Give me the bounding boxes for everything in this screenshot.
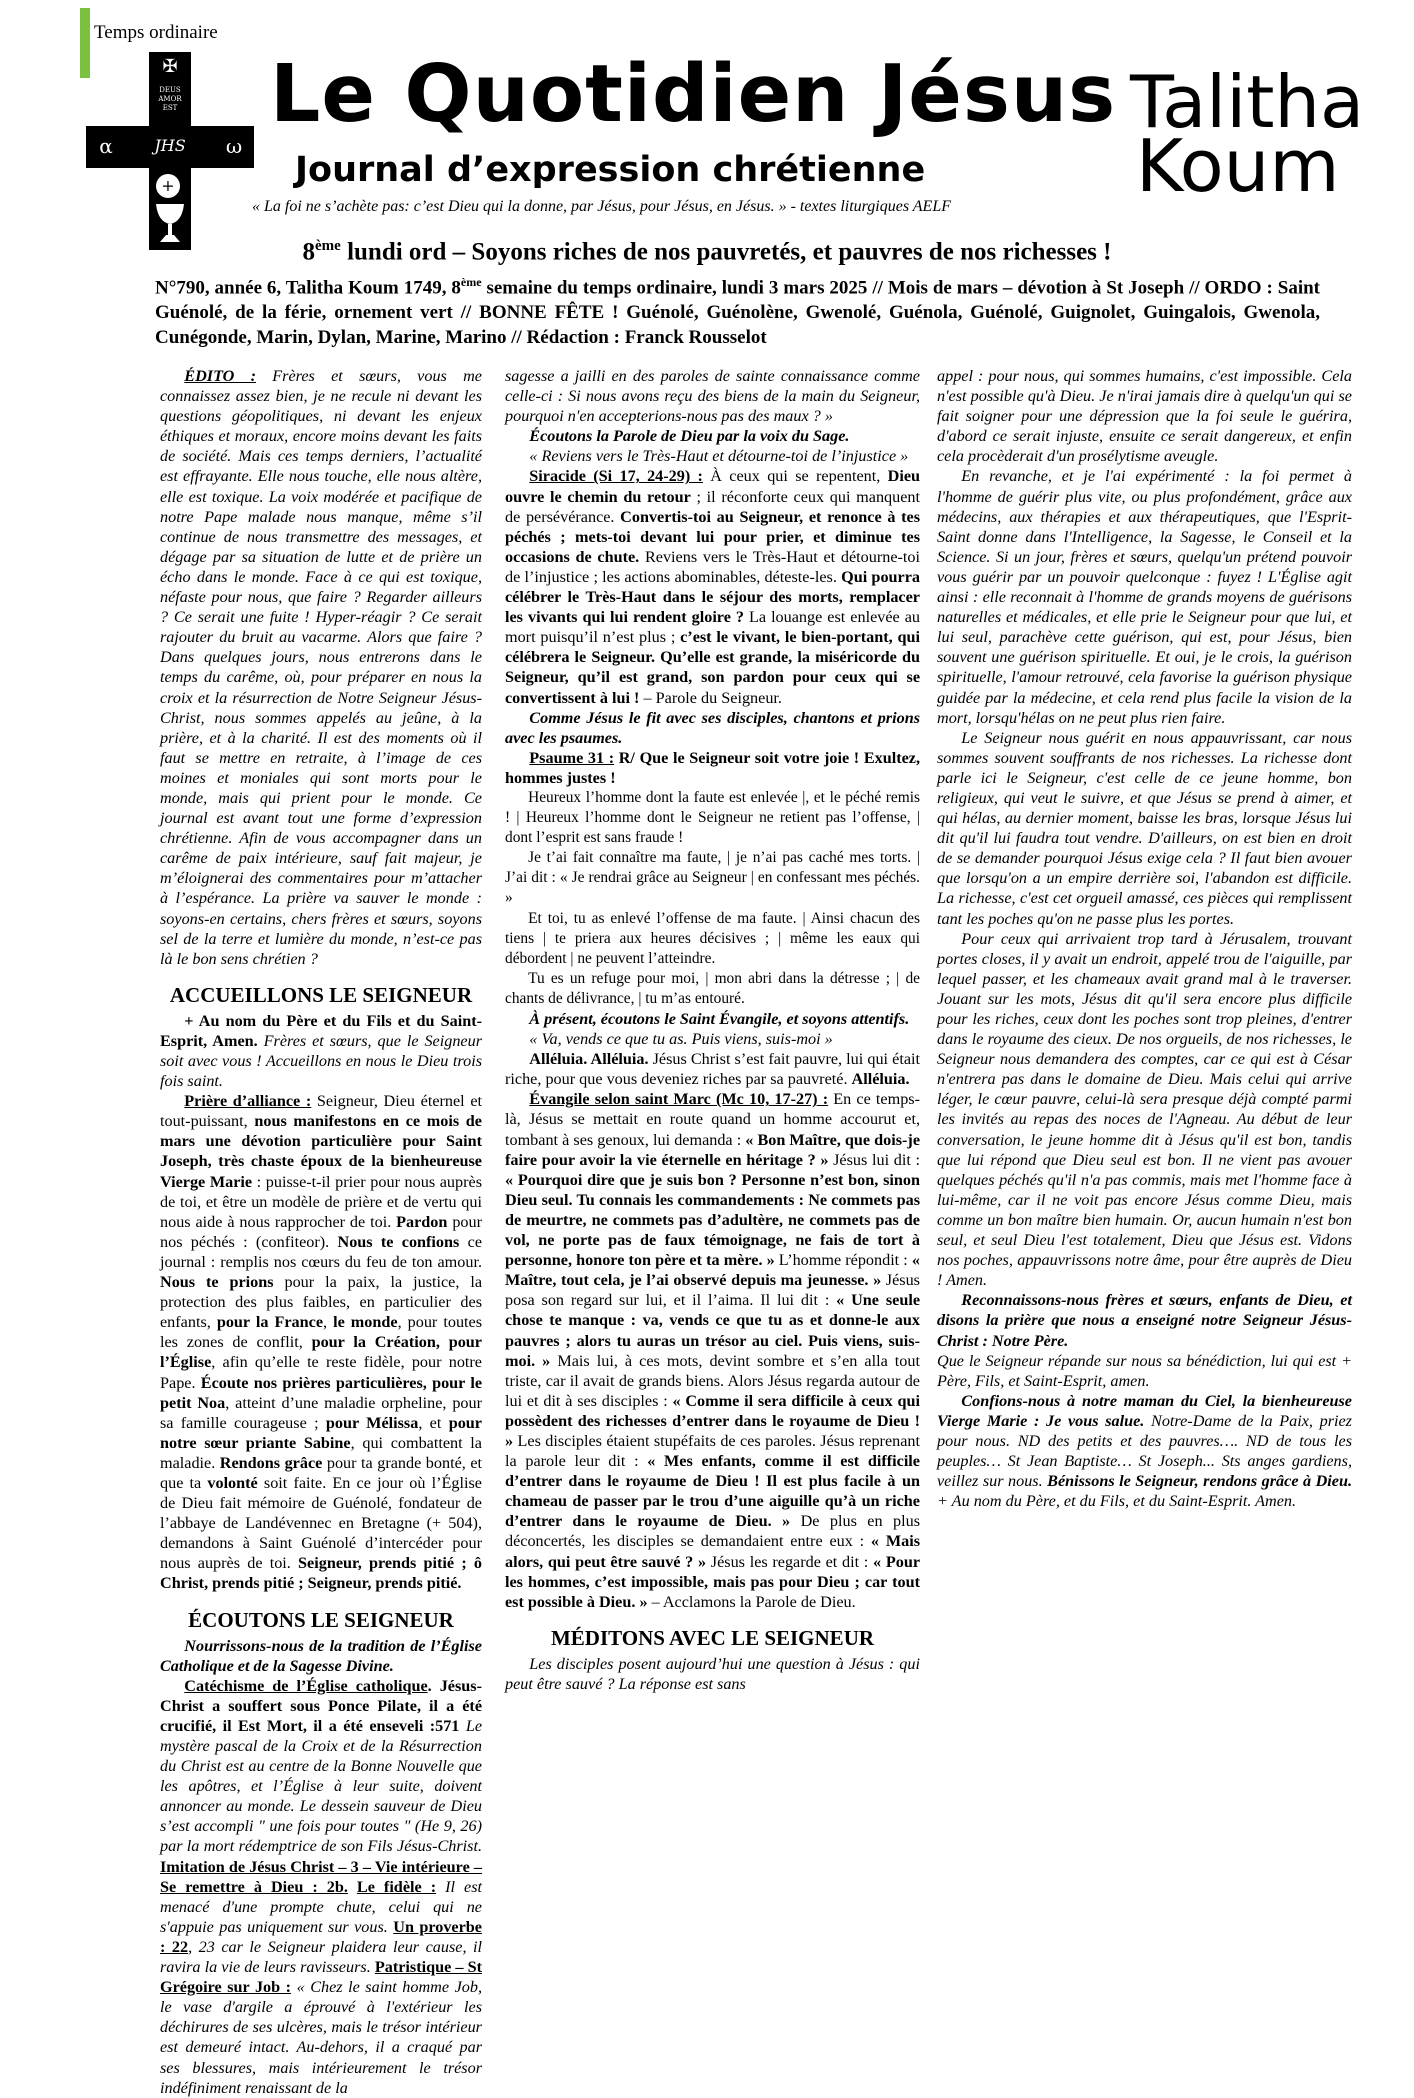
issue-info-part2: semaine du temps ordinaire, lundi 3 mars 2025 // Mois de mars – dévotion à St Joseph // ORDO : Saint Guénolé, de la férie, ornement vert // BONNE FÊTE ! Guénolé, Guénolène, Gwenolé, Guénola, Guénolé, Guignolet, Guingalois, Gwenola, Cunégonde, Marin, Dylan, Marine, Marino // Rédaction : Franck Rousselot — [155, 277, 1320, 349]
edito — [160, 366, 482, 969]
first-reading — [505, 466, 920, 707]
alliance-label: Prière d’alliance : — [184, 1092, 312, 1111]
alliance-text: Seigneur, Dieu éternel et tout-puissant, — [160, 1092, 483, 1131]
gospel-bold: « Mes enfants, comme il est difficile d’entrer dans le royaume de Dieu ! Il est plus facile à un chameau de passer par le trou d’une aiguille qu’à un riche d’entrer dans le royaume de Dieu. » — [505, 1452, 920, 1531]
logo-line-2: Koum — [1136, 124, 1340, 208]
fidele-label: Le fidèle : — [356, 1877, 437, 1896]
catechism-paragraph — [160, 1676, 482, 2098]
gospel-text: Jésus les regarde et dit : — [706, 1552, 874, 1571]
gospel — [505, 1089, 920, 1611]
reading-text: Reviens vers le Très-Haut et détourne-toi de l’injustice ; les actions abominables, déteste-les. — [505, 547, 921, 586]
issue-info-part1: N°790, année 6, Talitha Koum 1749, 8 — [155, 277, 461, 299]
alleluia-bold: Alléluia. — [851, 1070, 910, 1089]
alliance-text: , pour toutes les zones de conflit, — [160, 1313, 483, 1352]
reading-bold: Dieu ouvre le chemin du retour — [505, 467, 920, 506]
alliance-text: soit faite. En ce jour où l’Église de Dieu fait mémoire de Guénolé, fondateur de l’abbaye de Landévennec en Bretagne (+ 504), demandons à Saint Guénolé d’intercéder pour nous auprès de toi. — [160, 1473, 482, 1573]
proverb-text: , 23 car le Seigneur plaidera leur cause, il ravira la vie de leurs ravisseurs. — [160, 1937, 482, 1977]
gospel-text: Jésus lui dit : — [828, 1150, 920, 1169]
gospel-bold: « Pourquoi dire que je suis bon ? Personne n’est bon, sinon Dieu seul. Tu connais les commandements : Ne commets pas de meurtre, ne commets pas d’adultère, ne commets pas de vol, ne porte pas de faux témoignage, ne fais de tort à personne, honore ton père et ta mère. » — [505, 1170, 920, 1270]
edito-label: ÉDITO : — [184, 367, 257, 385]
season-label: Temps ordinaire — [94, 22, 218, 43]
section-title-meditons: MÉDITONS AVEC LE SEIGNEUR — [550, 1625, 875, 1650]
alliance-text: , — [323, 1313, 334, 1332]
alliance-text: , afin qu’elle te reste fidèle, pour notre Pape. — [160, 1353, 482, 1392]
psalm-stanza: Heureux l’homme dont la faute est enlevée |, et le péché remis ! | Heureux l’homme dont le Seigneur ne retient pas l’offense, | dont l’esprit est sans fraude ! — [505, 788, 920, 847]
alliance-bold: Seigneur, prends pitié ; ô Christ, prends pitié ; Seigneur, prends pitié. — [160, 1554, 482, 1593]
patristic-text: « Chez le saint homme Job, le vase d'argile a éprouvé à l'extérieur les déchirures de ses ulcères, mais le trésor intérieur est demeuré intact. Au-dehors, il a craqué par ses blessures, mais intérieurement le trésor indéfiniment renaissant de la — [160, 1978, 482, 2097]
alliance-bold: le monde — [333, 1313, 398, 1332]
issue-info-sup: ème — [460, 275, 482, 289]
section-title-accueil: ACCUEILLONS LE SEIGNEUR — [169, 982, 473, 1007]
alliance-bold: Rendons grâce — [219, 1453, 323, 1472]
catechism-text: Le mystère pascal de la Croix et de la Résurrection du Christ est au centre de la Bonne Nouvelle que les apôtres, et l’Église à leur suite, doivent annoncer au monde. Le dessein sauveur de Dieu s’est accompli " une fois pour toutes " (He 9, 26) par la mort rédemptrice de son Fils Jésus-Christ. — [160, 1716, 483, 1856]
cross-top-symbol: ✠ — [162, 56, 178, 77]
gospel-text: L’homme répondit : — [774, 1251, 912, 1270]
alliance-bold: Pardon — [396, 1212, 448, 1231]
alliance-text: pour la paix, la justice, la protection des plus faibles, en particulier des enfants, — [160, 1273, 482, 1332]
reading-bold: c’est le vivant, le bien-portant, qui célébrera le Seigneur. Qu’elle est grande, la miséricorde du Seigneur, qu’il est grand, son pardon pour ceux qui se convertissent à lui ! — [505, 628, 920, 707]
meditation-paragraph: Le Seigneur nous guérit en nous appauvrissant, car nous sommes souvent souffrants de nos richesses. La richesse dont parle ici le Seigneur, c'est celle de ce jeune homme, bon religieux, qui veut le suivre, et que Jésus se prend à aimer, et qui hélas, au dernier moment, baisse les bras, lorsque Jésus lui dit qu'il lui faudra tout vendre. D'ailleurs, on est bien en droit de se demander pourquoi Jésus exige cela ? Il faut bien avouer que lorsqu'on a un empire derrière soi, l'abandon est difficile. La richesse, c'est cet orgueil amassé, ces pièces qui remplissent tant les poches qu'on ne passe plus les portes. — [937, 728, 1352, 928]
litany-text: Notre-Dame de la Paix, priez pour nous. ND des petits et des pauvres…. ND de tous les peuples… St Jean Baptiste… St Joseph... Sts anges gardiens, veillez sur nous. — [937, 1411, 1352, 1491]
newspaper-subtitle: Journal d’expression chrétienne — [295, 150, 926, 190]
gospel-intro: À présent, écoutons le Saint Évangile, et soyons attentifs. — [529, 1010, 910, 1028]
welcome-text: Frères et sœurs, que le Seigneur soit avec vous ! Accueillons en nous le Dieu trois fois saint. — [160, 1031, 483, 1091]
meditation-paragraph: En revanche, et je l'ai expérimenté : la foi permet à l'homme de guérir plus vite, ou plus profondément, grâce aux médecins, aux thérapies et aux thérapeutiques, que l'Esprit-Saint donne dans l'Intelligence, la Sagesse, le Conseil et la Science. Si un jour, frères et sœurs, quelqu'un prétend pouvoir vous guérir par un pouvoir quelconque : fuyez ! L'Église agit ainsi : elle reconnait à l'homme de grands moyens de guérisons naturelles et médicales, et elle prie le Seigneur pour que lui, et lui seul, parachève cette guérison, qui est, pour Jésus, bien souvent une guérison spirituelle. Et oui, je le crois, la guérison spirituelle, l'amour retrouvé, cela favorise la guérison physique guidée par la médecine, et cela rend plus facile la vision de la mort, lorsqu'hélas on ne peut plus rien faire. — [937, 467, 1352, 727]
alpha-symbol: α — [99, 134, 113, 158]
column-1 — [160, 366, 482, 2098]
patristic-continued: sagesse a jailli en des paroles de sainte connaissance comme celle-ci : Si nous avons reçu des biens de la main du Seigneur, pourquoi n'en accepterions-nous pas des maux ? » — [505, 367, 920, 426]
bless-lord: Bénissons le Seigneur, rendons grâce à Dieu. — [1047, 1472, 1352, 1491]
section-title-ecoute: ÉCOUTONS LE SEIGNEUR — [188, 1607, 454, 1632]
alleluia — [505, 1049, 920, 1089]
imitation-label: Imitation de Jésus Christ – 3 – Vie intérieure – Se remettre à Dieu : 2b. — [160, 1857, 482, 1896]
alliance-text: pour ta grande bonté, et que ta — [160, 1453, 482, 1492]
alliance-bold: pour notre sœur priante Sabine — [160, 1413, 482, 1452]
host-cross: + — [161, 176, 175, 195]
psalm-label: Psaume 31 : — [529, 748, 615, 767]
alliance-text: , atteint d’une maladie orpheline, pour sa famille courageuse ; — [160, 1393, 482, 1432]
alliance-bold: pour la France — [216, 1313, 324, 1332]
hail-mary-intro: Confions-nous à notre maman du Ciel, la bienheureuse Vierge Marie : Je vous salue. — [937, 1391, 1352, 1430]
blessing: Que le Seigneur répande sur nous sa bénédiction, lui qui est + Père, Fils, et Saint-Esprit, amen. — [937, 1351, 1352, 1390]
alliance-bold: pour la Création, pour l’Église — [160, 1333, 482, 1372]
psalm-stanza: Et toi, tu as enlevé l’offense de ma faute. | Ainsi chacun des tiens | te priera aux heures décisives ; | même les eaux qui débordent | ne peuvent l’atteindre. — [505, 909, 920, 967]
meditation-paragraph: appel : pour nous, qui sommes humains, c'est impossible. Cela n'est possible qu'à Dieu. Je n'irai jamais dire à quelqu'un qui se fait soigner pour une dépression que la foi seule le guérira, d'abord ce serait injuste, ensuite ce serait dangereux, et enfin cela procèderait d'un prosélytisme aveugle. — [937, 367, 1352, 466]
cross-logo — [86, 52, 254, 250]
gospel-text: Jésus posa son regard sur lui, et il l’aima. Il lui dit : — [505, 1271, 920, 1310]
gospel-citation: « Va, vends ce que tu as. Puis viens, suis-moi » — [529, 1030, 833, 1049]
gospel-label: Évangile selon saint Marc (Mc 10, 17-27) : — [529, 1090, 829, 1109]
fidele-text: Il est menacé d'une prompte chute, celui qui ne s'appuie pas uniquement sur vous. — [160, 1877, 483, 1936]
column-3 — [937, 366, 1352, 1511]
gospel-bold: « Mais alors, qui peut être sauvé ? » — [505, 1532, 920, 1571]
reading-bold: Qui pourra célébrer le Très-Haut dans le séjour des morts, remplacer les vivants qui lui rendent gloire ? — [505, 567, 920, 627]
omega-symbol: ω — [225, 134, 243, 158]
gospel-text: – Acclamons la Parole de Dieu. — [647, 1592, 856, 1611]
gospel-bold: « Maître, tout cela, je l’ai observé depuis ma jeunesse. » — [505, 1251, 920, 1290]
reading-text: ; il réconforte ceux qui manquent de persévérance. — [505, 487, 921, 526]
alleluia-text: Jésus Christ s’est fait pauvre, lui qui était riche, pour que vous deveniez riches par sa pauvreté. — [505, 1050, 920, 1089]
ihs-monogram: JHS — [154, 136, 186, 155]
tagline: « La foi ne s’achète pas: c’est Dieu qui la donne, par Jésus, pour Jésus, en Jésus. » - textes liturgiques AELF — [252, 198, 951, 215]
catechism-label: Catéchisme de l’Église catholique — [184, 1676, 428, 1695]
issue-info — [155, 270, 1320, 350]
reading-text: À ceux qui se repentent, — [702, 467, 888, 486]
alliance-text: , et — [418, 1413, 449, 1432]
reading-bold: Convertis-toi au Seigneur, et renonce à tes péchés ; mets-toi devant lui pour prier, et diminue tes occasions de chute. — [505, 507, 920, 566]
edito-text: Frères et sœurs, vous me connaissez assez bien, je ne recule ni devant les questions géopolitiques, ni devant les enjeux éthiques et moraux, encore moins devant les faits de société. Mais ces temps derniers, l’actualité est effrayante. Elle nous touche, elle nous altère, elle est toxique. La voix modérée et pacifique de notre Pape malade nous manque, même s’il continue de nous transmettre des messages, et dégage par sa situation de lutte et de prière un écho dans le monde. Face à ce qui est toxique, néfaste pour nous, que faire ? Regarder ailleurs ? Ce serait une fuite ! Hyper-réagir ? Ce serait rajouter du bruit au vacarme. Alors que faire ? Dans quelques jours, nous entrerons dans le temps du carême, où, pour préparer en nous la croix et la résurrection de Notre Seigneur Jésus-Christ, nous sommes appelés au jeûne, à la prière, et à la charité. Il est des moments où il faut se mettre en retraite, à l’image de ces moines et moniales qui sont morts pour le monde, mais qui prient pour le monde. Ce journal est avant tout une forme d’expression chrétienne. Afin de vous accompagner dans un carême de paix intérieure, sauf fait majeur, je m’éloignerai des commentaires pour m’attacher à l’espérance. La prière va sauver le monde : soyons-en certains, chers frères et sœurs, soyons sel de la terre et lumière du monde, n’est-ce pas là le bon sens chrétien ? — [160, 367, 482, 968]
closing-prayers — [937, 1391, 1352, 1512]
gospel-bold: « Comme il sera difficile à ceux qui possèdent des richesses d’entrer dans le royaume de Dieu ! » — [505, 1391, 920, 1450]
alliance-bold: Nous te prions — [160, 1273, 274, 1292]
psalm-stanza: Tu es un refuge pour moi, | mon abri dans la détresse ; | de chants de délivrance, | tu m’as entouré. — [505, 969, 920, 1007]
alliance-prayer — [160, 1091, 482, 1593]
column-2 — [505, 366, 920, 1694]
reading-text: La louange est enlevée au mort puisqu’il n’est plus ; — [505, 608, 920, 647]
reading-citation: « Reviens vers le Très-Haut et détourne-toi de l’injustice » — [529, 447, 909, 466]
meditation-paragraph: Pour ceux qui arrivaient trop tard à Jérusalem, trouvant portes closes, il y avait un endroit, appelé trou de l'aiguille, par lequel passer, et les chameaux avait grand mal à le traverser. Jouant sur les mots, Jésus dit qu'il sera encore plus difficile pour les riches, ceux dont les poches sont trop pleines, d'entrer dans le royaume des cieux. De nos orgueils, de nos richesses, le Seigneur nous demandera des comptes, car ce qui est à César n'entrera pas dans le domaine de Dieu. Mais celui qui arrive léger, le cœur pauvre, celui-là sera presque déjà compté parmi les invités au repas des noces de l'Agneau. Au début de leur conversation, le jeune homme dit à Jésus qu'il est bon, tandis que lui répond que Dieu seul est bon. Il ne vient pas avouer quelques péchés qu'il n'a pas commis, mais met l'homme face à lui-même, car il ne voit pas encore Jésus comme Dieu, mais comme un bon maître bien humain. Or, aucun humain n'est bon seul, et seul Dieu l'est totalement, Dieu que Jésus est. Vidons nos poches, appauvrissons notre âme, pour être auprès de Dieu ! Amen. — [937, 929, 1352, 1290]
alleluia-bold: Alléluia. Alléluia. — [529, 1050, 649, 1069]
logo-line-1: Talitha — [1130, 60, 1365, 144]
alliance-text: : puisse-t-il prier pour nous auprès de toi, et être un modèle de prière et de vertu qui nous aide à nous rapprocher de toi. — [160, 1172, 482, 1231]
psalm-refrain-text: R/ Que le Seigneur soit votre joie ! Exultez, hommes justes ! — [505, 748, 921, 787]
catechism-bold: . Jésus-Christ a souffert sous Ponce Pilate, il a été crucifié, il Est Mort, il a été enseveli :571 — [160, 1676, 482, 1735]
headline-number: 8 — [302, 238, 315, 266]
headline-text: lundi ord – Soyons riches de nos pauvretés, et pauvres de nos richesses ! — [340, 238, 1112, 266]
sirach-label: Siracide (Si 17, 24-29) : — [529, 467, 703, 486]
talitha-koum-logo — [1130, 60, 1365, 208]
welcome-paragraph — [160, 1011, 482, 1091]
proverb-label: Un proverbe : 22 — [160, 1917, 482, 1956]
gospel-bold: « Pour les hommes, c’est impossible, mais pas pour Dieu ; car tout est possible à Dieu. » — [505, 1552, 921, 1611]
psalm-stanza: Je t’ai fait connaître ma faute, | je n’ai pas caché mes torts. | J’ai dit : « Je rendrai grâce au Seigneur | en confessant mes péchés. » — [505, 849, 920, 907]
gospel-text: En ce temps-là, Jésus se mettait en route quand un homme accourut et, tombant à ses genoux, lui demanda : — [505, 1090, 920, 1149]
alliance-bold: pour Mélissa — [325, 1413, 419, 1432]
alliance-bold: Nous te confions — [337, 1232, 460, 1251]
alliance-bold: nous manifestons en ce mois de mars une dévotion particulière pour Saint Joseph, très chaste époux de la bienheureuse Vierge Marie — [160, 1112, 482, 1191]
gospel-text: Les disciples étaient stupéfaits de ces paroles. Jésus reprenant la parole leur dit : — [505, 1431, 920, 1471]
gospel-text: De plus en plus déconcertés, les disciples se demandaient entre eux : — [505, 1512, 920, 1551]
psalm-intro: Comme Jésus le fit avec ses disciples, chantons et prions avec les psaumes. — [505, 708, 920, 747]
nourrissons: Nourrissons-nous de la tradition de l’Église Catholique et de la Sagesse Divine. — [160, 1636, 482, 1675]
alliance-text: ce journal : remplis nos cœurs du feu de ton amour. — [160, 1232, 483, 1271]
daily-headline — [0, 238, 1414, 266]
patristic-label: Patristique – St Grégoire sur Job : — [160, 1958, 483, 1997]
gospel-bold: « Bon Maître, que dois-je faire pour avoir la vie éternelle en héritage ? » — [505, 1130, 921, 1169]
headline-sup: ème — [315, 238, 341, 254]
gospel-text: Mais lui, à ces mots, devint sombre et s’en alla tout triste, car il avait de grands biens. Alors Jésus regarda autour de lui et dit à ses disciples : — [505, 1351, 920, 1410]
meditation-start: Les disciples posent aujourd’hui une question à Jésus : qui peut être sauvé ? La réponse est sans — [505, 1654, 920, 1693]
alliance-text: , qui combattent la maladie. — [160, 1433, 482, 1472]
sign-of-cross: + Au nom du Père et du Fils et du Saint-Esprit, Amen. — [160, 1011, 482, 1050]
alliance-bold: volonté — [207, 1473, 258, 1492]
our-father-intro: Reconnaissons-nous frères et sœurs, enfants de Dieu, et disons la prière que nous a enseigné notre Seigneur Jésus-Christ : Notre Père. — [937, 1291, 1352, 1350]
final-sign-of-cross: + Au nom du Père, et du Fils, et du Saint-Esprit. Amen. — [937, 1492, 1297, 1511]
psalm-refrain — [505, 748, 920, 788]
reading-text: – Parole du Seigneur. — [639, 688, 782, 707]
alliance-text: pour nos péchés : (confiteor). — [160, 1212, 482, 1251]
alliance-bold: Écoute nos prières particulières, pour le petit Noa — [160, 1373, 482, 1412]
newspaper-title: Le Quotidien Jésus — [270, 48, 1117, 140]
sage-intro: Écoutons la Parole de Dieu par la voix du Sage. — [529, 427, 850, 446]
gospel-bold: « Une seule chose te manque : va, vends ce que tu as et donne-le aux pauvres ; alors tu auras un trésor au ciel. Puis viens, suis-moi. » — [505, 1291, 920, 1370]
cross-motto: DEUS AMOR EST — [158, 86, 182, 112]
